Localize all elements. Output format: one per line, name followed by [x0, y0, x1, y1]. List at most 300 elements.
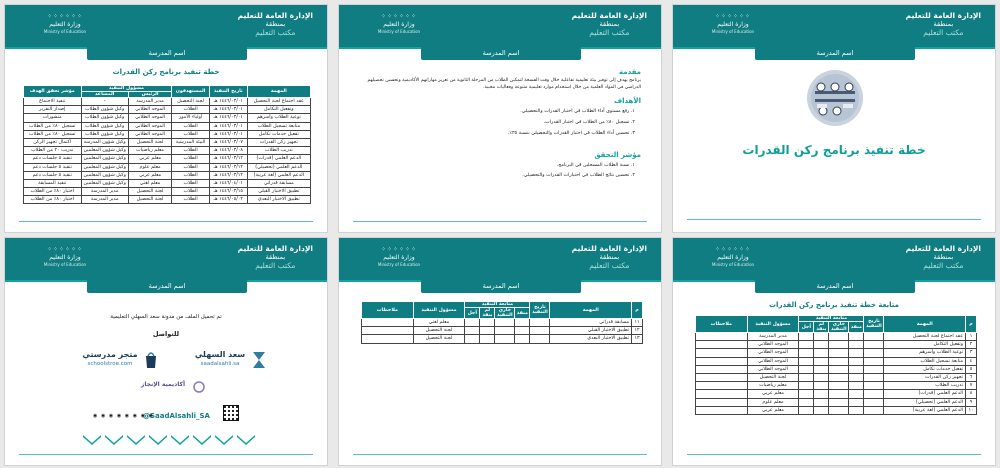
cell-responsible: الموجه الطلابي — [747, 341, 799, 349]
plan-table — [23, 85, 311, 204]
table-row — [696, 365, 977, 373]
table-row — [24, 179, 311, 187]
cell-date: ١٤٤٦/٠٤/٠١ هـ — [209, 179, 247, 187]
cell-date[interactable] — [530, 319, 550, 327]
cell-done[interactable] — [849, 398, 864, 406]
cell-notdone[interactable] — [480, 335, 495, 343]
cell-date: ١٤٤٦/٠٣/٠١ هـ — [209, 130, 247, 138]
brand-store-url[interactable]: schoolstroe.com — [87, 361, 133, 367]
cell-task: الدعم العلمي (لغة عربية) — [884, 406, 966, 414]
cell-task: تطبيق الاختبار البعدي — [247, 196, 310, 204]
cell-task: وتفعيل التكامل — [247, 106, 310, 114]
goal-item: ٢. تسجيل ٨٠٪ من الطلاب في اختبار القدرات. — [543, 120, 635, 125]
cell-date: ١٤٤٦/٠٣/١٢ هـ — [209, 163, 247, 171]
school-name-bar: اسم المدرسة — [87, 280, 247, 293]
cell-main: الموجه الطلابي — [128, 106, 171, 114]
qr-code-icon — [223, 405, 239, 421]
ministry-name-en: Ministry of Education — [711, 262, 755, 267]
cell-date[interactable] — [864, 365, 884, 373]
table-row — [362, 319, 643, 327]
cell-task: توعية الطلاب وأسرهم — [247, 114, 310, 122]
school-name-bar: اسم المدرسة — [755, 47, 915, 60]
cell-task: تطبيق الاختبار البعدي — [550, 335, 632, 343]
logo-mark-icon: ⁘⁘⁘⁘⁘⁘ — [46, 13, 84, 20]
cell-done[interactable] — [849, 373, 864, 381]
cell-done[interactable] — [849, 349, 864, 357]
col-postponed: أجل — [465, 308, 480, 319]
goal-item: ٣. تحسين أداء الطلاب في اختبار القدرات والتحصيلي بنسبة ٣٥٪. — [507, 131, 635, 136]
table-row — [696, 406, 977, 414]
office-label: مكتب التعليم — [589, 261, 630, 270]
cell-inprogress[interactable] — [829, 382, 849, 390]
cell-inprogress[interactable] — [829, 357, 849, 365]
ministry-name-en: Ministry of Education — [43, 29, 87, 34]
chevron-decor-icon — [127, 435, 145, 445]
logo-mark-icon: ⁘⁘⁘⁘⁘⁘ — [380, 246, 418, 253]
table-row — [696, 373, 977, 381]
cell-responsible: معلم رياضيات — [747, 382, 799, 390]
ministry-logo — [687, 246, 779, 268]
logo-mark-icon: ⁘⁘⁘⁘⁘⁘ — [714, 13, 752, 20]
cell-task: الدعم العلمي (لغة عربية) — [247, 171, 310, 179]
col-inprogress: جاري التنفيذ — [495, 308, 515, 319]
cell-notes[interactable] — [362, 327, 414, 335]
cell-notes[interactable] — [696, 406, 748, 414]
col-status: متابعة التنفيذ — [799, 316, 864, 322]
cell-notdone[interactable] — [480, 319, 495, 327]
cell-main: معلم عربي — [128, 155, 171, 163]
ministry-logo — [353, 246, 445, 268]
cell-beneficiaries: الطلاب — [172, 179, 210, 187]
cell-notdone[interactable] — [814, 398, 829, 406]
table-row — [696, 333, 977, 341]
cell-date[interactable] — [530, 327, 550, 335]
col-date: تاريخ التنفيذ — [530, 302, 550, 319]
indicator-item: ١. نسبة الطلاب المسجلين في البرنامج. — [556, 163, 635, 168]
cell-done[interactable] — [849, 382, 864, 390]
cell-notes[interactable] — [696, 398, 748, 406]
cell-done[interactable] — [849, 333, 864, 341]
cell-task: الدعم العلمي (قدرات) — [884, 390, 966, 398]
intro-paragraph: برنامج يهدف إلى توفير بيئة تعليمية تفاعلية خلال وقت الفسحة لتمكين الطلاب من المرحلة الثانوية من تعزيز مهاراتهم الأكاديمية وتحسين تحصيلهم الدراسي في المواد العلمية من خلال استخدام موارد تعليمية متنوعة وفعاليات محببة. — [367, 78, 641, 90]
cell-assistant: وكيل شؤون المعلمين — [81, 179, 128, 187]
cell-date[interactable] — [530, 335, 550, 343]
brand-saad-url[interactable]: saadalsahli.sa — [200, 361, 240, 367]
cell-indicator: تدريب ٢٠ من الطلاب — [24, 147, 82, 155]
col-main: الرئيس — [128, 92, 171, 98]
cell-beneficiaries: الطلاب — [172, 130, 210, 138]
social-icons-row[interactable]: ◉ ◉ ◉ ◉ ◉ ◉ ◉ ◉ — [93, 413, 155, 419]
cell-inprogress[interactable] — [829, 365, 849, 373]
cell-notdone[interactable] — [814, 357, 829, 365]
cell-notdone[interactable] — [814, 341, 829, 349]
cell-indicator: اختبار ٨٠٪ من الطلاب — [24, 196, 82, 204]
cell-notes[interactable] — [696, 357, 748, 365]
page-plan — [4, 4, 328, 233]
table-row — [24, 188, 311, 196]
cell-responsible: الموجه الطلابي — [747, 365, 799, 373]
cell-date[interactable] — [864, 390, 884, 398]
cell-notdone[interactable] — [814, 382, 829, 390]
cell-num: ٤ — [966, 357, 977, 365]
cell-num: ١٢ — [632, 327, 643, 335]
cell-main: لجنة التحصيل — [128, 138, 171, 146]
cell-date[interactable] — [864, 373, 884, 381]
cell-done[interactable] — [515, 319, 530, 327]
cell-inprogress[interactable] — [495, 327, 515, 335]
cell-main: معلم علوم — [128, 163, 171, 171]
col-notdone: لم ينفذ — [814, 322, 829, 333]
footer-divider — [353, 221, 647, 222]
table-row — [24, 114, 311, 122]
cell-inprogress[interactable] — [495, 335, 515, 343]
cell-indicator: اختبار ٨٠٪ من الطلاب — [24, 188, 82, 196]
cell-beneficiaries: لجنة التحصيل — [172, 98, 210, 106]
cell-postponed[interactable] — [465, 335, 480, 343]
region-label: بمنطقة — [933, 253, 954, 261]
footer-divider — [19, 454, 313, 455]
page-contact — [4, 237, 328, 466]
cell-main: الموجه الطلابي — [128, 122, 171, 130]
contact-heading: للتواصل — [152, 330, 180, 338]
ministry-logo — [19, 246, 111, 268]
ministry-logo — [687, 13, 779, 35]
cell-postponed[interactable] — [465, 319, 480, 327]
cell-inprogress[interactable] — [829, 373, 849, 381]
cell-num: ١١ — [632, 319, 643, 327]
ministry-name-en: Ministry of Education — [43, 262, 87, 267]
cell-task: وتفعيل التكامل — [884, 341, 966, 349]
admin-title: الإدارة العامة للتعليم — [237, 244, 313, 253]
cell-date: ١٤٤٦/٠٣/١٢ هـ — [209, 171, 247, 179]
cell-postponed[interactable] — [799, 382, 814, 390]
cell-notes[interactable] — [362, 319, 414, 327]
cell-num: ٦ — [966, 373, 977, 381]
cell-main: معلم لغتي — [128, 179, 171, 187]
cell-indicator: تنفيذ ٥ جلسات دعم — [24, 171, 82, 179]
cell-indicator: تنفيذ ٥ جلسات دعم — [24, 155, 82, 163]
cell-done[interactable] — [515, 335, 530, 343]
followup-table-body-cont — [362, 319, 643, 344]
cell-indicator: إصدار التقرير — [24, 106, 82, 114]
cell-assistant: - — [81, 98, 128, 106]
col-responsible: مسؤول التنفيذ — [747, 316, 799, 333]
cell-inprogress[interactable] — [829, 341, 849, 349]
ministry-name-en: Ministry of Education — [377, 262, 421, 267]
chevron-decor-icon — [237, 435, 255, 445]
cell-done[interactable] — [849, 357, 864, 365]
page-followup — [672, 237, 996, 466]
cell-task: متابعة تسجيل الطلاب — [247, 122, 310, 130]
cell-beneficiaries: الطلاب — [172, 188, 210, 196]
col-notes: ملاحظات — [362, 302, 414, 319]
table-row — [24, 130, 311, 138]
page-header — [339, 238, 661, 282]
cell-assistant: وكيل شؤون المعلمين — [81, 163, 128, 171]
cell-num: ١٠ — [966, 406, 977, 414]
cell-inprogress[interactable] — [829, 333, 849, 341]
intro-heading: مقدمة — [619, 68, 641, 76]
indicator-item: ٢. تحسين نتائج الطلاب في اختبارات القدرات والتحصيلي. — [522, 173, 635, 178]
cell-notdone[interactable] — [814, 333, 829, 341]
office-label: مكتب التعليم — [923, 28, 964, 37]
cell-responsible: لجنة التحصيل — [413, 335, 465, 343]
ministry-name-en: Ministry of Education — [377, 29, 421, 34]
brand-saad[interactable] — [175, 350, 265, 368]
cell-main: الموجه الطلابي — [128, 130, 171, 138]
page-intro — [338, 4, 662, 233]
cell-task: متابعة تسجيل الطلاب — [884, 357, 966, 365]
cell-indicator: تسجيل ٨٠٪ من الطلاب — [24, 122, 82, 130]
col-done: منفذ — [515, 308, 530, 319]
cell-task: عقد اجتماع لجنة التحصيل — [884, 333, 966, 341]
footer-divider — [687, 454, 981, 455]
cell-main: مدير المدرسة — [128, 98, 171, 106]
social-handle[interactable]: @SaadAlsahli_SA — [143, 412, 210, 420]
cell-task: تطبيق الاختبار القبلي — [247, 188, 310, 196]
cell-indicator: تنفيذ ٥ جلسات دعم — [24, 163, 82, 171]
cell-beneficiaries: الطلاب — [172, 155, 210, 163]
cell-assistant: وكيل شؤون الطلاب — [81, 130, 128, 138]
goal-item: ١. رفع مستوى أداء الطلاب في اختبار القدرات والتحصيلي. — [520, 109, 635, 114]
table-row — [696, 357, 977, 365]
cell-responsible: معلم عربي — [747, 390, 799, 398]
cell-task: تجهيز ركن القدرات — [884, 373, 966, 381]
cell-task: عقد اجتماع لجنة التحصيل — [247, 98, 310, 106]
cell-inprogress[interactable] — [829, 406, 849, 414]
page-cover — [672, 4, 996, 233]
cell-postponed[interactable] — [799, 357, 814, 365]
header-admin-block — [238, 11, 313, 38]
col-task: المهمة — [884, 316, 966, 333]
cell-assistant: وكيل شؤون المدرسة — [81, 138, 128, 146]
plan-title: خطة تنفيذ برنامج ركن القدرات — [112, 68, 220, 76]
cell-task: تطبيق الاختبار القبلي — [550, 327, 632, 335]
cell-date[interactable] — [864, 406, 884, 414]
cell-done[interactable] — [849, 390, 864, 398]
office-label: مكتب التعليم — [923, 261, 964, 270]
cell-task: تدريب الطلاب — [884, 382, 966, 390]
cell-beneficiaries: البيئة المدرسية — [172, 138, 210, 146]
table-row — [362, 335, 643, 343]
region-label: بمنطقة — [599, 20, 620, 28]
cell-inprogress[interactable] — [829, 349, 849, 357]
cell-postponed[interactable] — [799, 373, 814, 381]
header-admin-block — [238, 244, 313, 271]
cell-inprogress[interactable] — [829, 390, 849, 398]
cell-assistant: وكيل شؤون المعلمين — [81, 147, 128, 155]
table-row — [362, 327, 643, 335]
cell-num: ٨ — [966, 390, 977, 398]
cell-responsible: الموجه الطلابي — [747, 349, 799, 357]
table-row — [24, 163, 311, 171]
cell-notes[interactable] — [696, 333, 748, 341]
cell-indicator: تسجيل ٨٠٪ من الطلاب — [24, 130, 82, 138]
followup-title: متابعة خطة تنفيذ برنامج ركن القدرات — [769, 301, 899, 309]
school-name-bar: اسم المدرسة — [87, 47, 247, 60]
col-beneficiaries: المستهدفون — [172, 86, 210, 98]
cell-responsible: لجنة التحصيل — [413, 327, 465, 335]
cell-beneficiaries: الطلاب — [172, 147, 210, 155]
chevron-decor-icon — [215, 435, 233, 445]
logo-mark-icon: ⁘⁘⁘⁘⁘⁘ — [714, 246, 752, 253]
brand-academy-name: أكاديمية الإنجاز — [140, 381, 186, 388]
school-name-bar: اسم المدرسة — [755, 280, 915, 293]
cell-date: ١٤٤٦/٠٥/٠٢ هـ — [209, 196, 247, 204]
cell-task: تدريب الطلاب — [247, 147, 310, 155]
cell-date[interactable] — [864, 398, 884, 406]
cell-notes[interactable] — [696, 373, 748, 381]
cover-illustration — [803, 69, 867, 127]
ministry-name-ar: وزارة التعليم — [717, 254, 749, 261]
cell-date[interactable] — [864, 357, 884, 365]
table-row — [696, 398, 977, 406]
col-notdone: لم ينفذ — [480, 308, 495, 319]
cell-date[interactable] — [864, 333, 884, 341]
download-source-text: تم تحميل الملف من مدونة سعد السهلي التعليمية — [110, 314, 222, 320]
cell-notes[interactable] — [696, 382, 748, 390]
cell-assistant: مدير المدرسة — [81, 196, 128, 204]
cell-postponed[interactable] — [799, 349, 814, 357]
cell-assistant: وكيل شؤون الطلاب — [81, 114, 128, 122]
table-row — [24, 122, 311, 130]
cell-postponed[interactable] — [799, 333, 814, 341]
page-header — [339, 5, 661, 49]
chevron-decor-icon — [149, 435, 167, 445]
admin-title: الإدارة العامة للتعليم — [237, 11, 313, 20]
cell-notes[interactable] — [696, 349, 748, 357]
col-responsible: مسؤول التنفيذ — [81, 86, 172, 92]
cell-num: ١٣ — [632, 335, 643, 343]
cell-postponed[interactable] — [799, 390, 814, 398]
cell-done[interactable] — [849, 365, 864, 373]
cell-date[interactable] — [864, 341, 884, 349]
indicators-heading: مؤشر التحقق — [594, 151, 641, 159]
cell-task: مسابقة قدراتي — [247, 179, 310, 187]
page-followup-cont — [338, 237, 662, 466]
cell-done[interactable] — [515, 327, 530, 335]
table-row — [24, 98, 311, 106]
ministry-logo — [19, 13, 111, 35]
table-row — [696, 390, 977, 398]
cell-main: لجنة التحصيل — [128, 188, 171, 196]
ministry-name-ar: وزارة التعليم — [383, 254, 415, 261]
col-assistant: المساعد — [81, 92, 128, 98]
cell-notes[interactable] — [362, 335, 414, 343]
cell-task: تفعيل خدمات تكامل — [884, 365, 966, 373]
cell-assistant: مدير المدرسة — [81, 188, 128, 196]
col-done: منفذ — [849, 322, 864, 333]
page-header — [5, 5, 327, 49]
table-row — [24, 171, 311, 179]
followup-table — [695, 315, 977, 415]
col-indicator: مؤشر تحقق الهدف — [24, 86, 82, 98]
cell-task: تفعيل خدمات تكامل — [247, 130, 310, 138]
cell-num: ٢ — [966, 341, 977, 349]
academy-logo-icon — [193, 380, 205, 394]
header-admin-block — [572, 244, 647, 271]
col-inprogress: جاري التنفيذ — [829, 322, 849, 333]
cell-notes[interactable] — [696, 390, 748, 398]
cell-responsible: مدير المدرسة — [747, 333, 799, 341]
region-label: بمنطقة — [933, 20, 954, 28]
chevron-decor-icon — [171, 435, 189, 445]
brand-store[interactable] — [65, 350, 155, 368]
cell-beneficiaries: الطلاب — [172, 196, 210, 204]
office-label: مكتب التعليم — [255, 261, 296, 270]
cell-task: توعية الطلاب وأسرهم — [884, 349, 966, 357]
school-name-bar: اسم المدرسة — [421, 280, 581, 293]
cell-task: الدعم العلمي (تحصيلي) — [884, 398, 966, 406]
table-row — [696, 341, 977, 349]
cell-notdone[interactable] — [814, 406, 829, 414]
store-logo-icon — [143, 350, 159, 370]
cell-notdone[interactable] — [814, 373, 829, 381]
cell-postponed[interactable] — [799, 406, 814, 414]
footer-divider — [353, 454, 647, 455]
cell-postponed[interactable] — [799, 341, 814, 349]
cell-done[interactable] — [849, 406, 864, 414]
region-label: بمنطقة — [599, 253, 620, 261]
cell-date[interactable] — [864, 349, 884, 357]
page-header — [673, 5, 995, 49]
cell-date[interactable] — [864, 382, 884, 390]
cell-done[interactable] — [849, 341, 864, 349]
cell-assistant: وكيل شؤون المعلمين — [81, 155, 128, 163]
cell-inprogress[interactable] — [495, 319, 515, 327]
cell-notdone[interactable] — [814, 365, 829, 373]
cell-postponed[interactable] — [799, 365, 814, 373]
header-admin-block — [906, 11, 981, 38]
cell-date: ١٤٤٦/٠٣/٠١ هـ — [209, 106, 247, 114]
brand-store-name: متجر مدرستي — [82, 350, 138, 359]
chevron-decor-icon — [193, 435, 211, 445]
cell-beneficiaries: الطلاب — [172, 122, 210, 130]
followup-table-cont — [361, 301, 643, 344]
cell-postponed[interactable] — [465, 327, 480, 335]
logo-mark-icon: ⁘⁘⁘⁘⁘⁘ — [46, 246, 84, 253]
cell-beneficiaries: الطلاب — [172, 163, 210, 171]
cell-assistant: وكيل شؤون الطلاب — [81, 106, 128, 114]
cell-notes[interactable] — [696, 365, 748, 373]
col-task: المهمة — [247, 86, 310, 98]
followup-table-body — [696, 333, 977, 415]
cell-responsible: لجنة التحصيل — [747, 373, 799, 381]
cell-inprogress[interactable] — [829, 398, 849, 406]
admin-title: الإدارة العامة للتعليم — [905, 11, 981, 20]
cell-responsible: معلم علوم — [747, 398, 799, 406]
office-label: مكتب التعليم — [589, 28, 630, 37]
cell-postponed[interactable] — [799, 398, 814, 406]
brand-saad-name: سعد السهلي — [194, 350, 246, 359]
footer-divider — [687, 219, 981, 220]
cell-notes[interactable] — [696, 341, 748, 349]
cell-assistant: وكيل شؤون الطلاب — [81, 122, 128, 130]
ministry-logo — [353, 13, 445, 35]
cell-num: ٧ — [966, 382, 977, 390]
chevron-decor-icon — [105, 435, 123, 445]
brand-academy[interactable] — [123, 380, 203, 390]
cell-responsible: الموجه الطلابي — [747, 357, 799, 365]
cell-task: الدعم العلمي (قدرات) — [247, 155, 310, 163]
footer-divider — [19, 221, 313, 222]
cell-main: الموجه الطلابي — [128, 114, 171, 122]
cell-notdone[interactable] — [480, 327, 495, 335]
cell-date: ١٤٤٦/٠٣/٠٨ هـ — [209, 147, 247, 155]
cell-notdone[interactable] — [814, 390, 829, 398]
cell-notdone[interactable] — [814, 349, 829, 357]
chevron-decor-icon — [83, 435, 101, 445]
